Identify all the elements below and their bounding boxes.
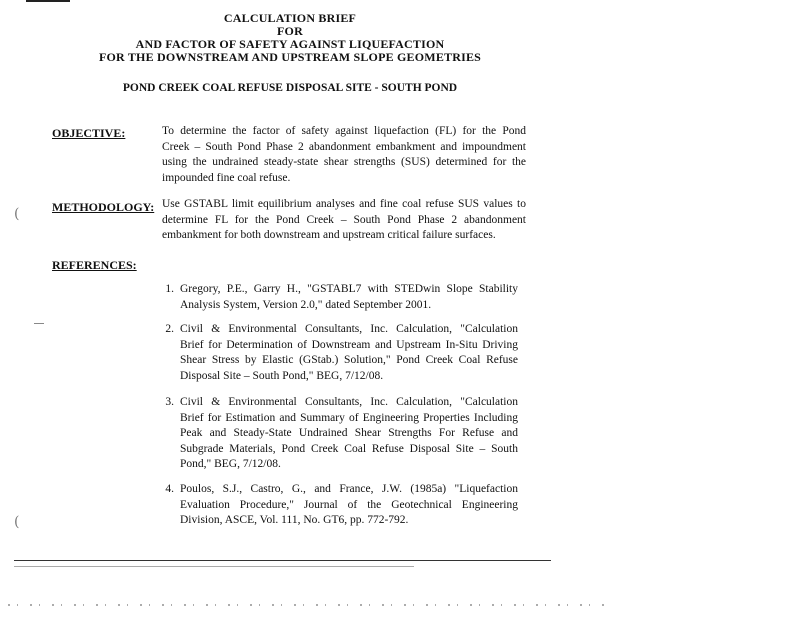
footer-scan-artifact (8, 604, 608, 606)
objective-line: Creek – South Pond Phase 2 abandonment embankment and impoundment (162, 140, 526, 153)
objective-line: using the undrained steady-state shear strengths (SUS) determined for the (162, 156, 526, 168)
reference-line: Peak and Steady-State Undrained Shear Strengths For Refuse and (180, 427, 518, 439)
title-line: AND FACTOR OF SAFETY AGAINST LIQUEFACTION (135, 37, 445, 51)
scan-mark: ( (14, 206, 20, 222)
title-line: CALCULATION BRIEF (223, 11, 357, 25)
objective-paragraph (162, 124, 526, 186)
reference-line: Analysis System, Version 2.0," dated September 2001. (180, 298, 432, 311)
reference-line: Division, ASCE, Vol. 111, No. GT6, pp. 772-792. (180, 514, 409, 526)
reference-line: Pond," BEG, 7/12/08. (180, 458, 281, 470)
bottom-rule (14, 560, 551, 561)
reference-number: 4. (165, 483, 174, 495)
bottom-rule-faint (14, 566, 414, 567)
reference-line: Gregory, P.E., Garry H., "GSTABL7 with STEDwin Slope Stability (180, 283, 518, 295)
reference-line: Subgrade Materials, Pond Creek Coal Refuse Disposal Site – South (180, 442, 518, 455)
top-edge-mark (26, 0, 70, 2)
reference-text (180, 395, 518, 473)
reference-line: Poulos, S.J., Castro, G., and France, J.W. (1985a) "Liquefaction (180, 483, 518, 495)
title-line: FOR THE DOWNSTREAM AND UPSTREAM SLOPE GEOMETRIES (98, 50, 482, 64)
methodology-paragraph (162, 197, 526, 244)
reference-text (180, 282, 518, 313)
reference-number: 3. (165, 396, 174, 408)
objective-line: impounded fine coal refuse. (162, 171, 291, 184)
reference-line: Evaluation Procedure," Journal of the Geotechnical Engineering (180, 498, 518, 511)
objective-label: OBJECTIVE: (52, 126, 126, 140)
methodology-label: METHODOLOGY: (52, 200, 155, 214)
scan-mark: ( (14, 514, 20, 530)
reference-line: Disposal Site – South Pond," BEG, 7/12/08. (180, 369, 384, 382)
methodology-line: Use GSTABL limit equilibrium analyses and fine coal refuse SUS values to (162, 198, 526, 210)
objective-line: To determine the factor of safety against liquefaction (FL) for the Pond (162, 125, 526, 137)
reference-line: Civil & Environmental Consultants, Inc. Calculation, "Calculation (180, 396, 518, 408)
references-label: REFERENCES: (52, 258, 137, 272)
site-subtitle: POND CREEK COAL REFUSE DISPOSAL SITE - SOUTH POND (122, 82, 458, 94)
reference-number: 2. (165, 323, 174, 335)
reference-line: Shear Stress by Elastic (GStab.) Solution," Pond Creek Coal Refuse (180, 354, 518, 366)
methodology-line: embankment for both downstream and upstream critical failure surfaces. (162, 229, 496, 241)
reference-number: 1. (165, 283, 174, 295)
reference-text (180, 322, 518, 384)
title-line: FOR (277, 24, 303, 38)
title-block (80, 12, 500, 64)
methodology-line: determine FL for the Pond Creek – South Pond Phase 2 abandonment (162, 213, 526, 226)
reference-line: Brief for Estimation and Summary of Engineering Properties Including (180, 411, 518, 424)
scan-mark (34, 323, 44, 324)
reference-text (180, 482, 518, 529)
reference-line: Brief for Determination of Downstream and Upstream In-Situ Driving (180, 338, 518, 351)
reference-line: Civil & Environmental Consultants, Inc. Calculation, "Calculation (180, 323, 518, 335)
